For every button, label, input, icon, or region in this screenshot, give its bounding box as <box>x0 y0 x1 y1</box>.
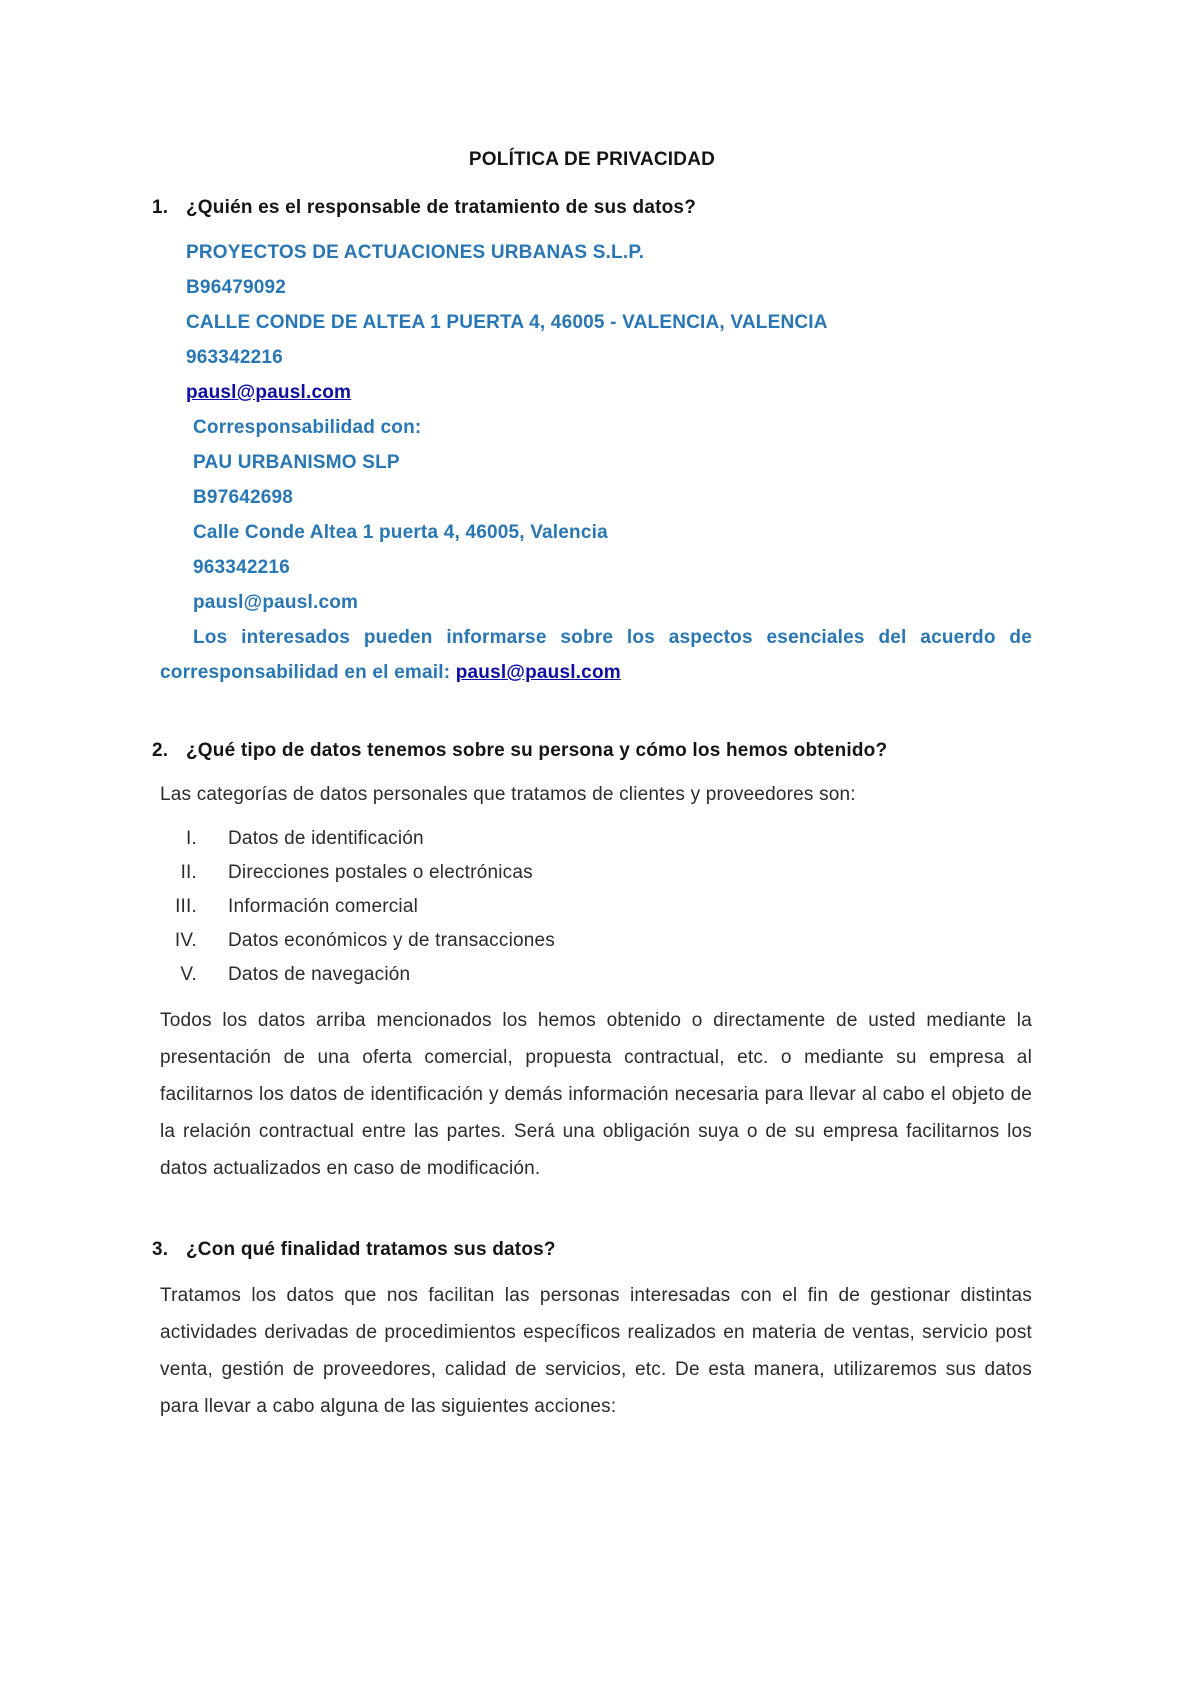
list-item-numeral: IV. <box>174 930 197 951</box>
list-item <box>152 856 1032 890</box>
section-3-heading <box>152 1232 1032 1267</box>
list-item-text: Datos de identificación <box>228 828 424 849</box>
coresponsibility-note <box>160 620 1032 690</box>
page-title: POLÍTICA DE PRIVACIDAD <box>468 149 716 170</box>
coresponsibility-note-text: Los interesados pueden informarse sobre los aspectos esenciales del acuerdo de corresponsabilidad en el email: <box>160 627 1032 683</box>
coresponsible-name: PAU URBANISMO SLP <box>193 452 400 473</box>
purpose-paragraph: Tratamos los datos que nos facilitan las personas interesadas con el fin de gestionar distintas actividades derivadas de procedimientos específicos realizados en materia de ventas, servicio post venta, gestión de proveedores, calidad de servicios, etc. De esta manera, utilizaremos sus datos para llevar a cabo alguna de las siguientes acciones: <box>160 1285 1032 1417</box>
section-3-title: ¿Con qué finalidad tratamos sus datos? <box>186 1239 556 1260</box>
data-origin-paragraph: Todos los datos arriba mencionados los hemos obtenido o directamente de usted mediante la presentación de una oferta comercial, propuesta contractual, etc. o mediante su empresa al facilitarnos los datos de identificación y demás información necesaria para llevar al cabo el objeto de la relación contractual entre las partes. Será una obligación suya o de su empresa facilitarnos los datos actualizados en caso de modificación. <box>160 1010 1032 1179</box>
list-item <box>152 890 1032 924</box>
list-item-text: Información comercial <box>228 896 419 917</box>
company-address: CALLE CONDE DE ALTEA 1 PUERTA 4, 46005 - VALENCIA, VALENCIA <box>186 312 828 333</box>
coresponsible-email: pausl@pausl.com <box>193 592 359 613</box>
company-name: PROYECTOS DE ACTUACIONES URBANAS S.L.P. <box>186 242 645 263</box>
list-item-numeral: II. <box>180 862 197 883</box>
list-item <box>152 822 1032 856</box>
list-item-text: Direcciones postales o electrónicas <box>228 862 533 883</box>
list-item-numeral: I. <box>186 828 197 849</box>
section-1-number: 1. <box>152 197 169 218</box>
data-categories-intro: Las categorías de datos personales que tratamos de clientes y proveedores son: <box>160 784 856 805</box>
list-item <box>152 924 1032 958</box>
list-item-numeral: V. <box>180 964 197 985</box>
section-2-title: ¿Qué tipo de datos tenemos sobre su persona y cómo los hemos obtenido? <box>186 740 888 761</box>
section-2-heading <box>152 733 1032 768</box>
list-item-text: Datos de navegación <box>228 964 411 985</box>
company-email-link[interactable]: pausl@pausl.com <box>186 382 352 403</box>
section-2-number: 2. <box>152 740 169 761</box>
coresponsible-cif: B97642698 <box>193 487 294 508</box>
data-categories-list <box>152 822 1032 992</box>
coresponsible-address: Calle Conde Altea 1 puerta 4, 46005, Valencia <box>193 522 608 543</box>
list-item <box>152 958 1032 992</box>
company-email-line <box>186 375 1032 410</box>
company-phone: 963342216 <box>186 347 283 368</box>
coresponsibility-label: Corresponsabilidad con: <box>193 417 422 438</box>
company-cif: B96479092 <box>186 277 287 298</box>
section-1-heading <box>152 190 1032 225</box>
coresponsibility-note-email-link[interactable]: pausl@pausl.com <box>455 662 621 683</box>
section-1-title: ¿Quién es el responsable de tratamiento de sus datos? <box>186 197 697 218</box>
responsible-contact-block <box>152 235 1032 690</box>
section-3-number: 3. <box>152 1239 169 1260</box>
list-item-numeral: III. <box>175 896 197 917</box>
coresponsible-phone: 963342216 <box>193 557 290 578</box>
list-item-text: Datos económicos y de transacciones <box>228 930 555 951</box>
